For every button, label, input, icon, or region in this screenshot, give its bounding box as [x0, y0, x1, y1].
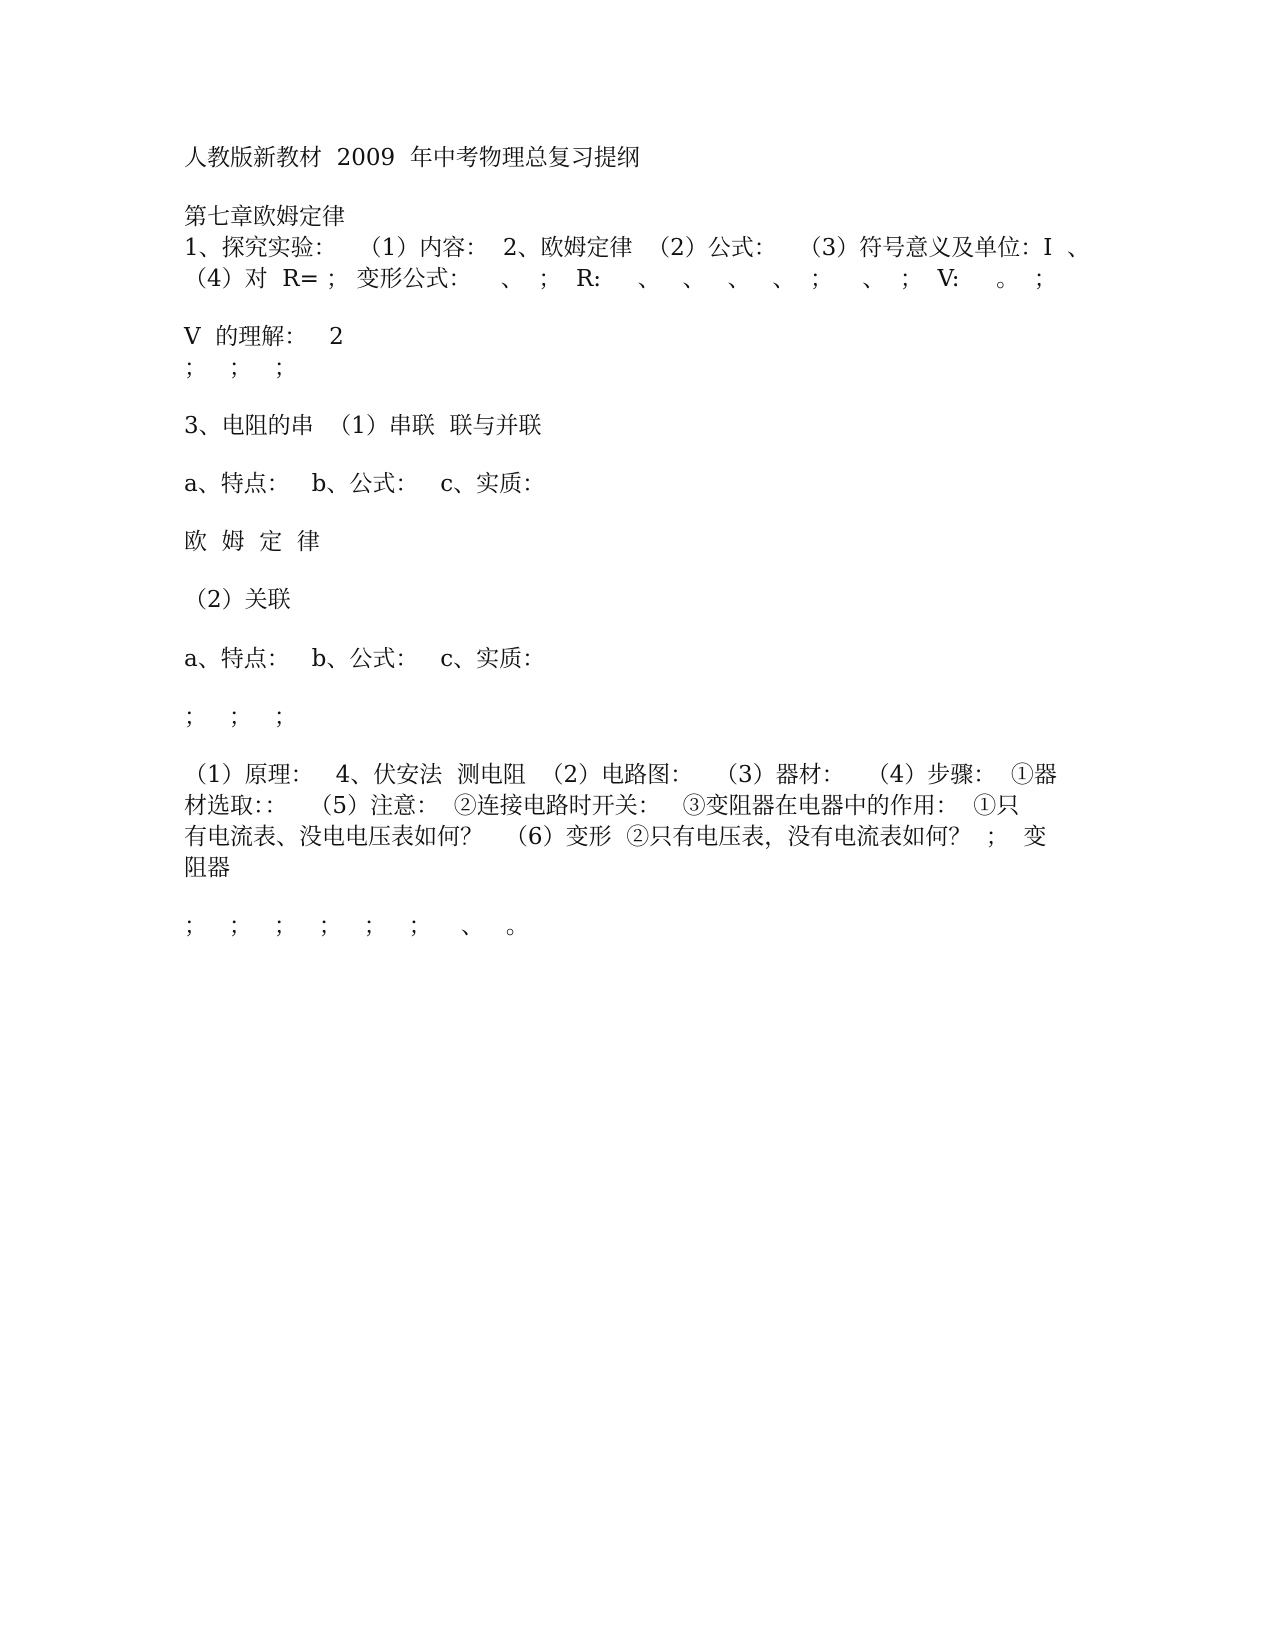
- chapter-heading: 第七章欧姆定律: [184, 204, 345, 230]
- text-line: ； ； ；: [184, 355, 297, 381]
- text-line: a、特点： b、公式： c、实质：: [184, 471, 546, 497]
- text-line: 阻器: [184, 855, 230, 881]
- text-line: 欧 姆 定 律: [184, 529, 320, 555]
- text-line: （4）对 R= ； 变形公式： 、 ； R: 、 、 、 、 ； 、 ； V: 。 ；: [184, 266, 1057, 292]
- text-line: a、特点： b、公式： c、实质：: [184, 646, 546, 672]
- text-line: ； ； ；: [184, 704, 297, 730]
- text-line: 材选取：： （5）注意： ②连接电路时开关： ③变阻器在电器中的作用： ①只: [184, 793, 1020, 819]
- document-title: 人教版新教材 2009 年中考物理总复习提纲: [184, 145, 640, 171]
- text-line: （1）原理： 4、伏安法 测电阻 （2）电路图： （3）器材： （4）步骤： ①器: [184, 762, 1057, 788]
- text-line: ； ； ； ； ； ； 、 。: [184, 913, 529, 939]
- text-line: 有电流表、没电电压表如何？ （6）变形 ②只有电压表，没有电流表如何？ ； 变: [184, 824, 1047, 850]
- text-line: 3、电阻的串 （1）串联 联与并联: [184, 413, 542, 439]
- text-line: 1、探究实验： （1）内容： 2、欧姆定律 （2）公式： （3）符号意义及单位：I 、: [184, 235, 1090, 261]
- text-line: V 的理解： 2: [184, 324, 344, 350]
- text-line: （2）关联: [184, 587, 291, 613]
